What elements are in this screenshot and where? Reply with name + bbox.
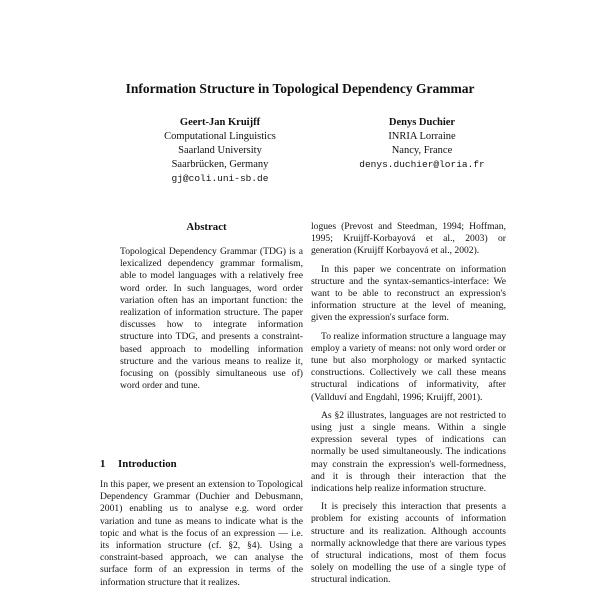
author-name: Denys Duchier [388,117,456,128]
abstract-body [120,246,303,392]
author-email: denys.duchier@loria.fr [359,159,485,170]
author-block-duchier [302,116,542,172]
author-affiliation: Saarland University [178,145,262,156]
author-location: Saarbrücken, Germany [171,159,269,170]
paragraph-continuation: logues (Prevost and Steedman, 1994; Hoffman, 1995; Kruijff-Korbayová et al., 2003) or generation (Kruijff Korbayová et al., 2002). [311,221,506,257]
author-location: Nancy, France [391,145,453,156]
abstract-text: Topological Dependency Grammar (TDG) is a lexicalized dependency grammar formalism, able to model languages with a relatively free word order. In such languages, word order variation often has an important function: the realization of information structure. The paper discusses how to integrate information structure into TDG, and presents a constraint-based approach to modelling information structure and the various means to realize it, focusing on (possibly simultaneous use of) word order and tune. [120,246,303,392]
paper-title: Information Structure in Topological Dependency Grammar [125,81,475,96]
section-title: Introduction [118,458,177,470]
author-email: gj@coli.uni-sb.de [171,173,269,184]
section-number: 1 [100,458,106,470]
paragraph: It is precisely this interaction that presents a problem for existing accounts of information structure and its realization. Although accounts normally acknowledge that there are various types of structural indications, most of them focus solely on modelling the use of a single type of structural indication. [311,501,506,586]
author-name: Geert-Jan Kruijff [179,117,261,128]
author-affiliation: Computational Linguistics [164,131,276,142]
right-column [311,221,506,587]
paragraph: In this paper we concentrate on information structure and the syntax-semantics-interface: We want to be able to reconstruct an expression's information structure at the level of meaning, given the expression's surface form. [311,263,506,324]
paragraph: As §2 illustrates, languages are not restricted to using just a single means. Within a single expression several types of indications can normally be used simultaneously. The indications may constrain the expression's well-formedness, and it is through their interaction that the indications help realize information structure. [311,409,506,495]
paragraph: To realize information structure a language may employ a variety of means: not only word order or tune but also morphology or marked syntactic constructions. Collectively we call these means structural indications of informativity, after (Vallduví and Engdahl, 1996; Kruijff, 2001). [311,330,506,403]
abstract-heading: Abstract [186,221,227,233]
introduction-body [100,479,303,589]
introduction-paragraph: In this paper, we present an extension to Topological Dependency Grammar (Duchier and Debusmann, 2001) enabling us to analyse e.g. word order variation and tune as means to indicate what is the topic and what is the focus of an expression — i.e. its information structure (cf. §2, §4). Using a constraint-based approach, we can analyse the surface form of an expression in terms of the information structure that it realizes. [100,479,303,588]
author-affiliation: INRIA Lorraine [388,131,456,142]
section-heading-introduction [100,458,300,471]
